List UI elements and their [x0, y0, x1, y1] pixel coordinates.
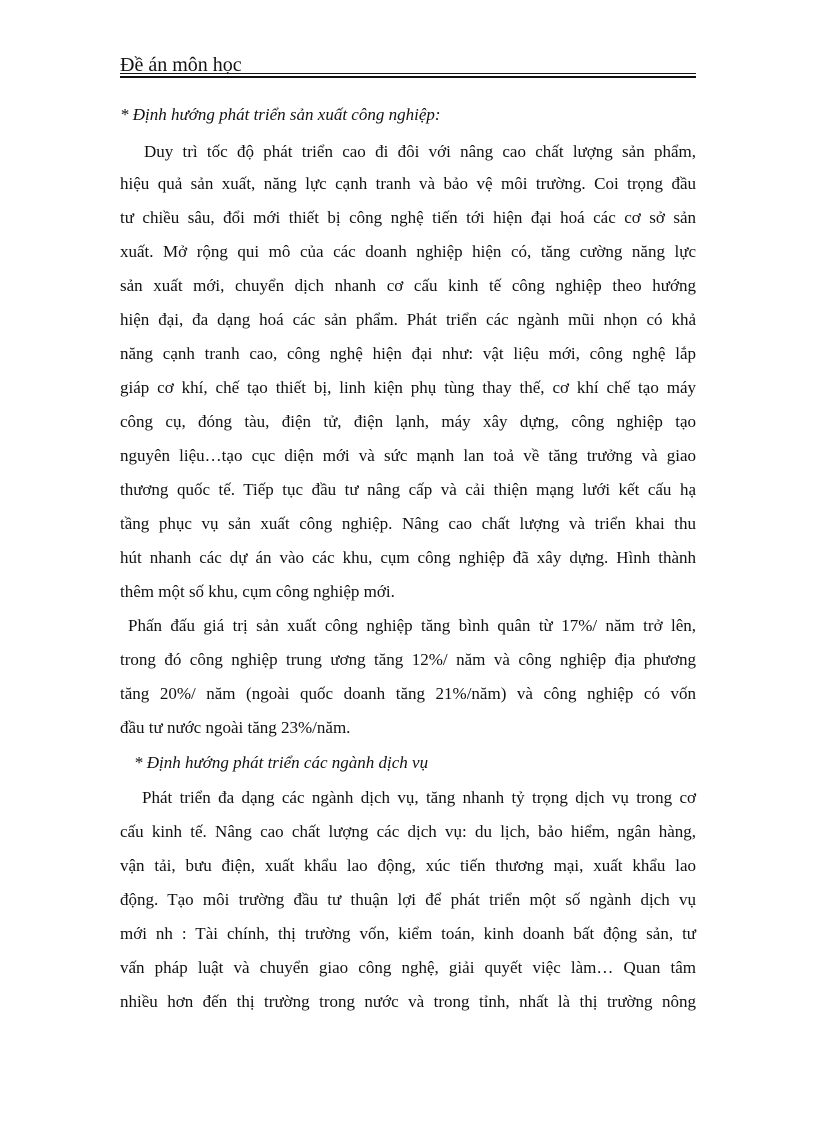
header-rule-thick: [120, 76, 696, 78]
paragraph-line: nhiều hơn đến thị trường trong nước và trong tỉnh, nhất là thị trường nông: [120, 992, 696, 1011]
paragraph-line: nguyên liệu…tạo cục diện mới và sức mạnh lan toả về tăng trưởng và giao: [120, 446, 696, 465]
paragraph-line: tư chiều sâu, đổi mới thiết bị công nghệ tiến tới hiện đại hoá các cơ sở sản: [120, 208, 696, 227]
paragraph-line: giáp cơ khí, chế tạo thiết bị, linh kiện phụ tùng thay thế, cơ khí chế tạo máy: [120, 378, 696, 397]
paragraph-line: tăng 20%/ năm (ngoài quốc doanh tăng 21%/năm) và công nghiệp có vốn: [120, 684, 696, 703]
paragraph-line: cấu kinh tế. Nâng cao chất lượng các dịch vụ: du lịch, bảo hiểm, ngân hàng,: [120, 822, 696, 841]
section-heading-industry: * Định hướng phát triển sản xuất công nghiệp:: [120, 105, 441, 124]
paragraph-line: thương quốc tế. Tiếp tục đầu tư nâng cấp và cải thiện mạng lưới kết cấu hạ: [120, 480, 696, 499]
header-rule: [120, 73, 696, 74]
paragraph-line: hiện đại, đa dạng hoá các sản phẩm. Phát triển các ngành mũi nhọn có khả: [120, 310, 696, 329]
paragraph-line: công cụ, đóng tàu, điện tử, điện lạnh, máy xây dựng, công nghiệp tạo: [120, 412, 696, 431]
paragraph-line: Duy trì tốc độ phát triển cao đi đôi với nâng cao chất lượng sản phẩm,: [144, 142, 696, 161]
paragraph-line: sản xuất mới, chuyển dịch nhanh cơ cấu kinh tế công nghiệp theo hướng: [120, 276, 696, 295]
paragraph-line: thêm một số khu, cụm công nghiệp mới.: [120, 582, 395, 601]
paragraph-line: hút nhanh các dự án vào các khu, cụm công nghiệp đã xây dựng. Hình thành: [120, 548, 696, 567]
header-title: Đề án môn học: [120, 54, 242, 76]
paragraph-line: động. Tạo môi trường đầu tư thuận lợi để phát triển một số ngành dịch vụ: [120, 890, 696, 909]
paragraph-line: trong đó công nghiệp trung ương tăng 12%/ năm và công nghiệp địa phương: [120, 650, 696, 669]
paragraph-line: Phấn đấu giá trị sản xuất công nghiệp tăng bình quân từ 17%/ năm trở lên,: [128, 616, 696, 635]
paragraph-line: hiệu quả sản xuất, năng lực cạnh tranh và bảo vệ môi trường. Coi trọng đầu: [120, 174, 696, 193]
paragraph-line: mới nh : Tài chính, thị trường vốn, kiểm toán, kinh doanh bất động sản, tư: [120, 924, 696, 943]
paragraph-line: đầu tư nước ngoài tăng 23%/năm.: [120, 718, 351, 737]
paragraph-line: vận tải, bưu điện, xuất khẩu lao động, xúc tiến thương mại, xuất khẩu lao: [120, 856, 696, 875]
section-heading-services: * Định hướng phát triển các ngành dịch vụ: [134, 753, 429, 772]
paragraph-line: vấn pháp luật và chuyển giao công nghệ, giải quyết việc làm… Quan tâm: [120, 958, 696, 977]
paragraph-line: năng cạnh tranh cao, công nghệ hiện đại như: vật liệu mới, công nghệ lắp: [120, 344, 696, 363]
paragraph-line: Phát triển đa dạng các ngành dịch vụ, tăng nhanh tỷ trọng dịch vụ trong cơ: [142, 788, 696, 807]
paragraph-line: xuất. Mở rộng qui mô của các doanh nghiệp hiện có, tăng cường năng lực: [120, 242, 696, 261]
paragraph-line: tầng phục vụ sản xuất công nghiệp. Nâng cao chất lượng và triển khai thu: [120, 514, 696, 533]
